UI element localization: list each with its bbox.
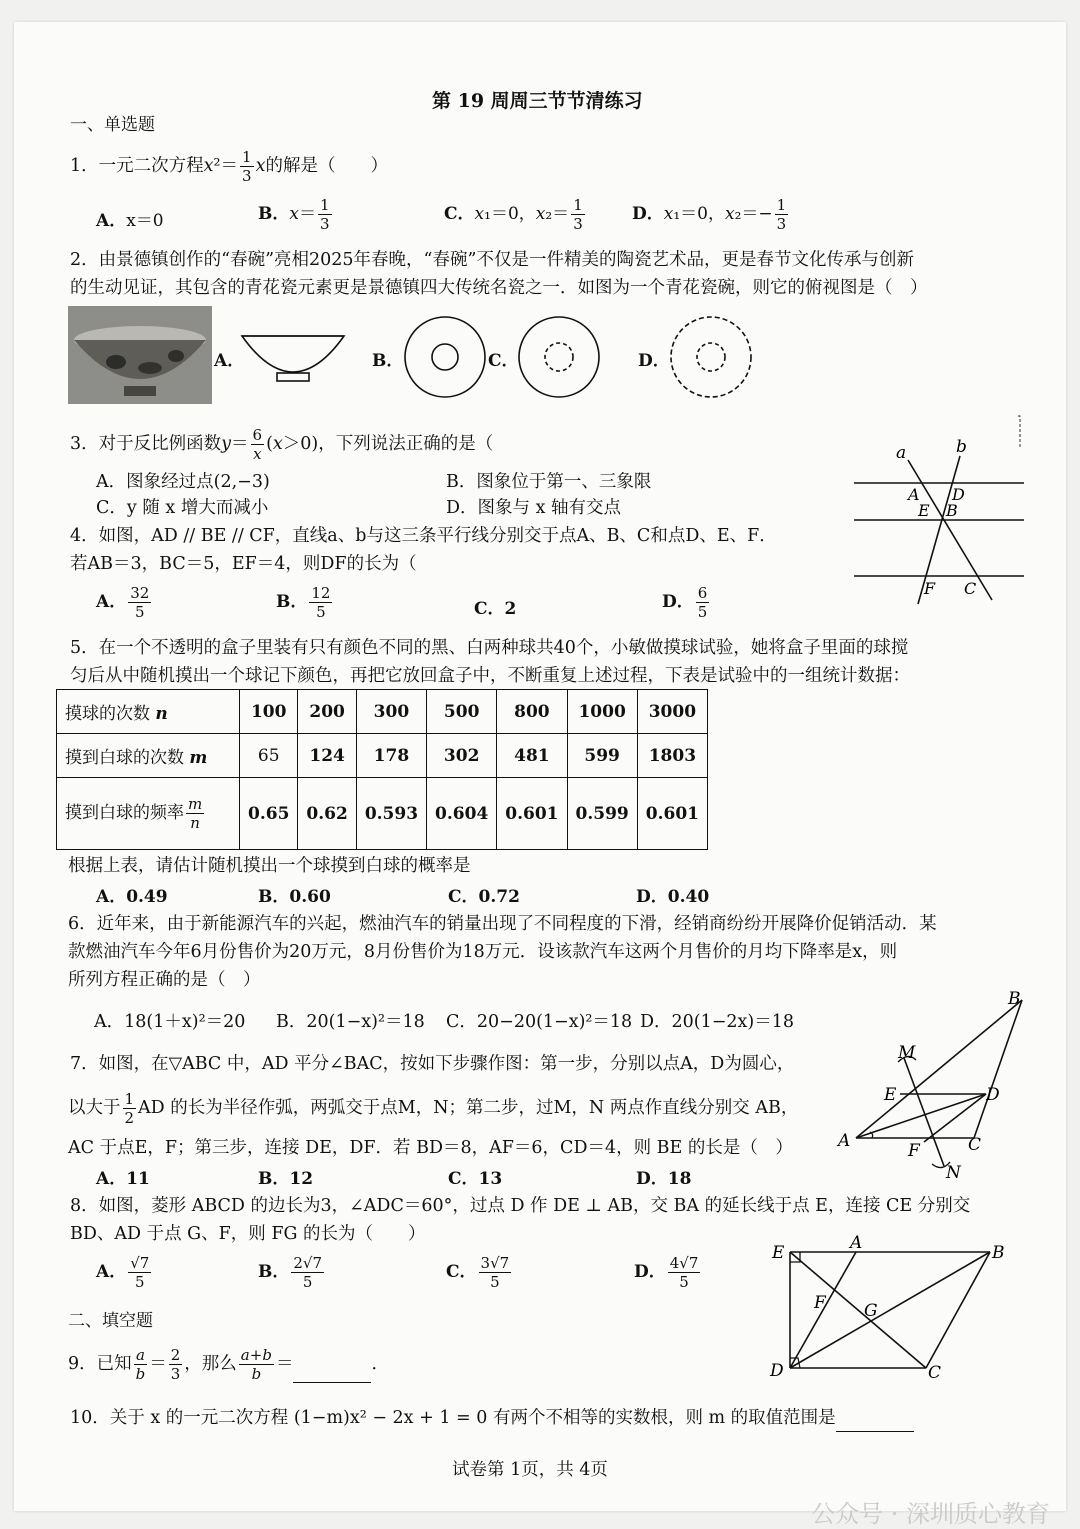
label-E: E <box>884 1085 897 1105</box>
table-cell: 200 <box>298 690 356 734</box>
q3-option-c[interactable]: C．y 随 x 增大而减小 <box>96 498 269 518</box>
label-B: B <box>946 501 958 520</box>
q1-option-b[interactable]: B．x＝ $\frac{1}{3}$ <box>258 196 330 233</box>
q4-option-c[interactable]: C．2 <box>474 599 517 619</box>
q1-option-c[interactable]: C．x₁＝0，x₂＝ $\frac{1}{3}$ <box>444 196 583 233</box>
q3-option-b[interactable]: B．图象位于第一、三象限 <box>446 472 652 492</box>
label-C: C <box>928 1363 942 1382</box>
label-G: G <box>864 1301 878 1321</box>
label-D: D <box>770 1361 784 1381</box>
q6-option-c[interactable]: C．20−20(1−x)²＝18 <box>446 1012 633 1032</box>
q9-answer-blank[interactable] <box>293 1382 371 1383</box>
label-B: B <box>1008 989 1021 1009</box>
q5-data-table <box>56 689 708 850</box>
q5-line2: 匀后从中随机摸出一个球记下颜色，再把它放回盒子中，不断重复上述过程，下表是试验中的一组统计数据： <box>70 666 910 686</box>
label-B: B <box>992 1243 1005 1263</box>
q7-line2: 以大于 $\frac{1}{2}$ AD 的长为半径作弧，两弧交于点M，N；第二步，过M，N 两点作直线分别交 AB， <box>68 1090 799 1127</box>
q2-option-a[interactable]: A． <box>214 351 245 371</box>
table-cell: 65 <box>240 734 298 778</box>
q5-option-c[interactable]: C．0.72 <box>448 887 520 907</box>
q1-option-a[interactable]: A．x＝0 <box>96 211 164 231</box>
label-E: E <box>772 1243 785 1263</box>
q6-line3: 所列方程正确的是（ ） <box>68 970 261 990</box>
section-single-choice: 一、单选题 <box>70 115 155 135</box>
q2-option-b[interactable]: B． <box>372 351 404 371</box>
q6-option-b[interactable]: B．20(1−x)²＝18 <box>276 1012 425 1032</box>
table-cell: 1803 <box>637 734 707 778</box>
q2-line1: 2．由景德镇创作的“春碗”亮相2025年春晚，“春碗”不仅是一件精美的陶瓷艺术品，更是春节文化传承与创新 <box>70 250 914 270</box>
q8-option-c[interactable]: C． $\frac{3√7}{5}$ <box>446 1254 510 1291</box>
q8-rhombus-figure <box>768 1232 1018 1382</box>
q7-option-b[interactable]: B．12 <box>258 1169 314 1189</box>
top-view-b-solid-circles <box>402 314 488 400</box>
q8-option-b[interactable]: B． $\frac{2√7}{5}$ <box>258 1254 323 1291</box>
line-a <box>908 460 992 600</box>
q7-triangle-figure <box>836 982 1036 1190</box>
q2-line2: 的生动见证，其包含的青花瓷元素更是景德镇四大传统名瓷之一．如图为一个青花瓷碗，则它的俯视图是（ ） <box>70 278 928 298</box>
q6-line2: 款燃油汽车今年6月份售价为20万元，8月份售价为18万元．设该款汽车这两个月售价的月均下降率是x，则 <box>68 942 898 962</box>
q3-option-d[interactable]: D．图象与 x 轴有交点 <box>446 498 622 518</box>
table-cell: 178 <box>356 734 426 778</box>
top-view-d-dashed-circles <box>668 314 754 400</box>
q2-option-d[interactable]: D． <box>638 351 670 371</box>
label-F: F <box>924 579 936 598</box>
q5-option-a[interactable]: A．0.49 <box>96 887 168 907</box>
table-cell: 300 <box>356 690 426 734</box>
label-M: M <box>898 1043 916 1063</box>
row-label: 摸球的次数 n <box>57 690 240 734</box>
q5-line1: 5．在一个不透明的盒子里装有只有颜色不同的黑、白两种球共40个，小敏做摸球试验，她将盒子里面的球搅 <box>70 638 909 658</box>
table-cell: 3000 <box>637 690 707 734</box>
table-cell: 500 <box>427 690 497 734</box>
table-row <box>57 778 708 850</box>
section-fill-blank: 二、填空题 <box>68 1311 153 1331</box>
q4-parallel-lines-figure <box>852 408 1028 608</box>
page-footer: 试卷第 1页，共 4页 <box>452 1460 608 1480</box>
label-C: C <box>968 1135 982 1155</box>
label-N: N <box>946 1163 961 1183</box>
q9-stem: 9．已知 $\frac{a}{b}$ ＝ $\frac{2}{3}$ ，那么 $\frac{a+b}{b}$ ＝ ． <box>68 1346 389 1383</box>
q8-option-a[interactable]: A． $\frac{√7}{5}$ <box>96 1254 150 1291</box>
label-a: a <box>896 443 907 463</box>
q8-option-d[interactable]: D． $\frac{4√7}{5}$ <box>634 1254 699 1291</box>
label-D: D <box>952 485 965 504</box>
table-row <box>57 734 708 778</box>
q7-line3: AC 于点E，F；第三步，连接 DE，DF．若 BD＝8，AF＝6，CD＝4，则 BE 的长是（ ） <box>68 1138 793 1158</box>
table-cell: 0.62 <box>298 778 356 850</box>
table-cell: 124 <box>298 734 356 778</box>
page-title: 第 19 周周三节节清练习 <box>432 90 643 112</box>
q4-option-a[interactable]: A． $\frac{32}{5}$ <box>96 584 150 621</box>
q4-line1: 4．如图，AD // BE // CF，直线a、b与这三条平行线分别交于点A、B、C和点D、E、F． <box>70 526 777 546</box>
label-E: E <box>918 501 930 520</box>
table-cell: 0.601 <box>637 778 707 850</box>
table-cell: 481 <box>497 734 567 778</box>
table-row <box>57 690 708 734</box>
table-cell: 599 <box>567 734 637 778</box>
q1-stem: 1．一元二次方程x²＝ $\frac{1}{3}$ x的解是（ ） <box>70 148 388 185</box>
q7-option-c[interactable]: C．13 <box>448 1169 503 1189</box>
q2-option-c[interactable]: C． <box>488 351 519 371</box>
q5-option-d[interactable]: D．0.40 <box>636 887 710 907</box>
top-view-c-dashed-inner <box>516 314 602 400</box>
bowl-front-view <box>238 322 348 386</box>
label-F: F <box>908 1141 920 1161</box>
q8-line2: BD、AD 于点 G、F，则 FG 的长为（ ） <box>70 1224 426 1244</box>
row-label: 摸到白球的频率 $\frac{m}{n}$ <box>57 778 240 850</box>
q6-option-d[interactable]: D．20(1−2x)＝18 <box>640 1012 795 1032</box>
label-b: b <box>956 437 967 457</box>
q1-option-d[interactable]: D．x₁＝0，x₂＝− $\frac{1}{3}$ <box>632 196 787 233</box>
q7-option-a[interactable]: A．11 <box>96 1169 150 1189</box>
q8-line1: 8．如图，菱形 ABCD 的边长为3，∠ADC＝60°，过点 D 作 DE ⊥ AB，交 BA 的延长线于点 E，连接 CE 分别交 <box>70 1196 971 1216</box>
q4-line2: 若AB＝3，BC＝5，EF＝4，则DF的长为（ <box>70 554 417 574</box>
q5-option-b[interactable]: B．0.60 <box>258 887 331 907</box>
label-A: A <box>908 485 920 504</box>
q7-line1: 7．如图，在▽ABC 中，AD 平分∠BAC，按如下步骤作图：第一步，分别以点A，D为圆心， <box>70 1054 795 1074</box>
label-A: A <box>838 1131 851 1151</box>
q5-after-table: 根据上表，请估计随机摸出一个球摸到白球的概率是 <box>68 856 471 876</box>
q4-option-b[interactable]: B． $\frac{12}{5}$ <box>276 584 331 621</box>
q10-answer-blank[interactable] <box>836 1431 914 1432</box>
bowl-photo <box>68 306 212 404</box>
q10-stem: 10．关于 x 的一元二次方程 (1−m)x² − 2x + 1 = 0 有两个不相等的实数根，则 m 的取值范围是 <box>70 1404 914 1432</box>
q7-option-d[interactable]: D．18 <box>636 1169 692 1189</box>
q6-option-a[interactable]: A．18(1＋x)²＝20 <box>94 1012 246 1032</box>
table-cell: 0.601 <box>497 778 567 850</box>
q3-option-a[interactable]: A．图象经过点(2,−3) <box>96 472 270 492</box>
q4-option-d[interactable]: D． $\frac{6}{5}$ <box>662 584 708 621</box>
table-cell: 0.65 <box>240 778 298 850</box>
table-cell: 100 <box>240 690 298 734</box>
q3-stem: 3．对于反比例函数y＝ $\frac{6}{x}$ (x＞0)，下列说法正确的是（ <box>70 426 494 463</box>
label-D: D <box>986 1085 1000 1105</box>
label-F: F <box>814 1293 826 1313</box>
label-C: C <box>964 579 977 598</box>
table-cell: 0.599 <box>567 778 637 850</box>
watermark: 公众号 · 深圳质心教育 <box>811 1500 1050 1528</box>
table-cell: 0.593 <box>356 778 426 850</box>
label-A: A <box>850 1233 863 1253</box>
table-cell: 0.604 <box>427 778 497 850</box>
table-cell: 1000 <box>567 690 637 734</box>
table-cell: 800 <box>497 690 567 734</box>
table-cell: 302 <box>427 734 497 778</box>
q6-line1: 6．近年来，由于新能源汽车的兴起，燃油汽车的销量出现了不同程度的下滑，经销商纷纷开展降价促销活动．某 <box>68 914 937 934</box>
row-label: 摸到白球的次数 m <box>57 734 240 778</box>
